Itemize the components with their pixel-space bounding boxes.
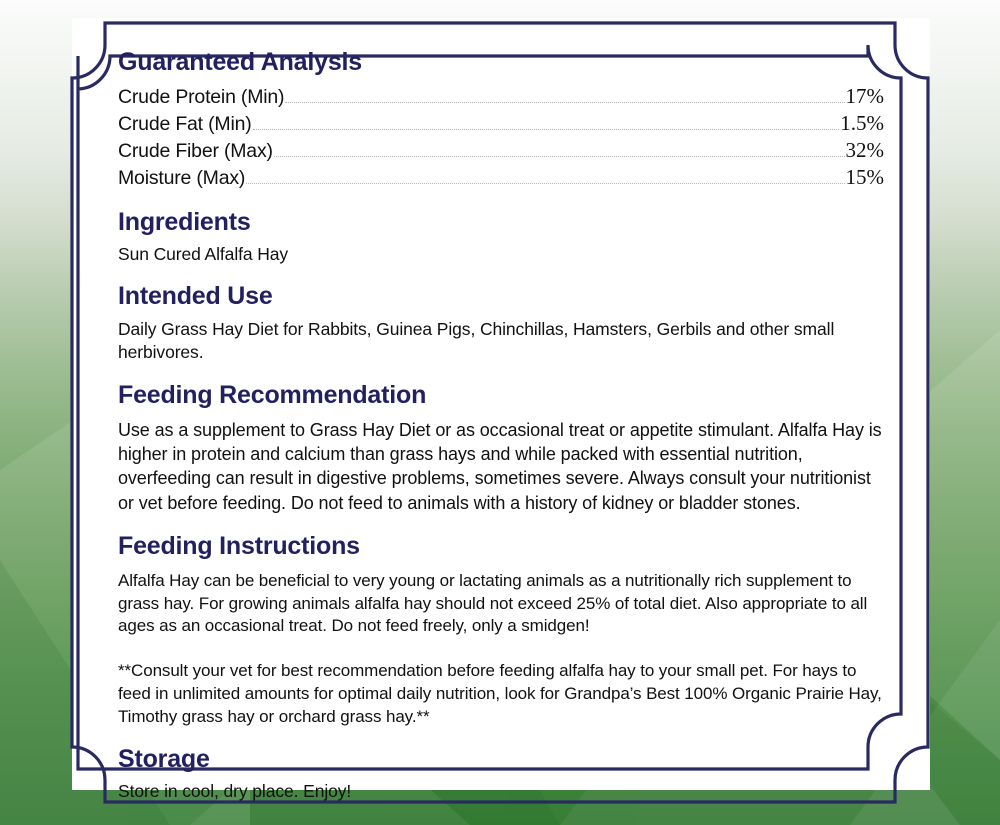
section-guaranteed-analysis <box>118 48 884 191</box>
label-content <box>118 48 884 802</box>
nutrient-label: Crude Protein (Min) <box>118 85 285 108</box>
feeding-instructions-text: Alfalfa Hay can be beneficial to very young or lactating animals as a nutritionally rich supplement to grass hay. For growing animals alfalfa hay should not exceed 25% of total diet. Also appropriate to all ages as an occasional treat. Do not feed freely, only a smidgen! <box>118 570 868 636</box>
nutrient-value: 32% <box>845 137 884 162</box>
intended-use-heading: Intended Use <box>118 282 273 311</box>
section-intended-use <box>118 282 884 364</box>
guaranteed-analysis-list <box>118 83 884 192</box>
ingredients-heading: Ingredients <box>118 208 251 237</box>
section-ingredients <box>118 208 884 266</box>
feeding-recommendation-heading: Feeding Recommendation <box>118 381 427 410</box>
nutrient-label: Moisture (Max) <box>118 167 246 190</box>
section-storage <box>118 745 884 804</box>
feeding-instructions-heading: Feeding Instructions <box>118 532 360 561</box>
dotted-leader <box>246 183 844 184</box>
intended-use-text: Daily Grass Hay Diet for Rabbits, Guinea Pigs, Chinchillas, Hamsters, Gerbils and other small herbivores. <box>118 318 835 362</box>
section-feeding-instructions <box>118 532 884 729</box>
section-feeding-recommendation <box>118 381 884 515</box>
storage-heading: Storage <box>118 744 210 773</box>
dotted-leader <box>285 102 844 103</box>
nutrient-value: 15% <box>845 165 884 190</box>
storage-text: Store in cool, dry place. Enjoy! <box>118 781 352 802</box>
table-row <box>118 164 884 191</box>
feeding-instructions-consult-note: **Consult your vet for best recommendation before feeding alfalfa hay to your small pet. For hays to feed in unlimited amounts for optimal daily nutrition, look for Grandpa’s Best 100% Organic Prairie Hay, Timothy grass hay or orchard grass hay.** <box>118 661 882 726</box>
nutrient-label: Crude Fat (Min) <box>118 112 252 135</box>
nutrient-value: 17% <box>845 83 884 108</box>
table-row <box>118 110 884 137</box>
table-row <box>118 83 884 110</box>
guaranteed-analysis-heading: Guaranteed Analysis <box>118 48 362 76</box>
ingredients-text: Sun Cured Alfalfa Hay <box>118 243 289 264</box>
dotted-leader <box>253 129 840 130</box>
dotted-leader <box>274 156 845 157</box>
nutrient-value: 1.5% <box>840 110 884 135</box>
feeding-recommendation-text: Use as a supplement to Grass Hay Diet or as occasional treat or appetite stimulant. Alfalfa Hay is higher in protein and calcium than grass hays and while packed with essential nutrition, overfeeding can result in digestive problems, sometimes severe. Always consult your nutritionist or vet before feeding. Do not feed to animals with a history of kidney or bladder stones. <box>118 419 882 513</box>
table-row <box>118 137 884 164</box>
nutrient-label: Crude Fiber (Max) <box>118 139 273 162</box>
